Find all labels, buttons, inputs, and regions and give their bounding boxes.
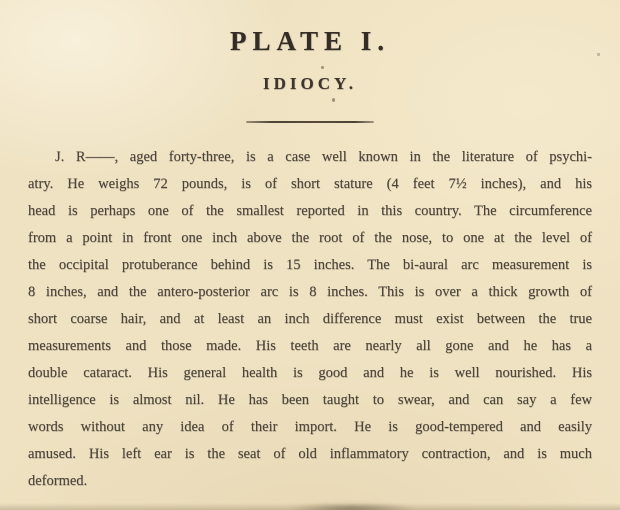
page-edge-shadow — [0, 503, 620, 510]
paragraph-line: from a point in front one inch above the root of the nose, to one at the level of — [28, 230, 592, 246]
paragraph-line: amused. His left ear is the seat of old inflammatory contraction, and is much — [28, 446, 592, 462]
ink-speck — [332, 98, 335, 102]
ink-speck — [321, 66, 324, 69]
plate-header — [0, 0, 620, 123]
paragraph-line: deformed. — [28, 473, 88, 489]
paragraph-line: double cataract. His general health is good and he is well nourished. His — [28, 365, 592, 381]
paragraph-line: words without any idea of their import. He is good-tempered and easily — [28, 419, 592, 435]
paragraph-line: measurements and those made. His teeth are nearly all gone and he has a — [28, 338, 592, 354]
paragraph-line: atry. He weighs 72 pounds, is of short stature (4 feet 7½ inches), and his — [28, 176, 592, 192]
paragraph-line: short coarse hair, and at least an inch difference must exist between the true — [28, 311, 592, 327]
paragraph-line: the occipital protuberance behind is 15 inches. The bi-aural arc measurement is — [28, 257, 592, 273]
plate-title: PLATE I. — [229, 26, 391, 56]
paragraph-line: head is perhaps one of the smallest reported in this country. The circumference — [28, 203, 592, 219]
ink-speck — [597, 53, 600, 56]
paragraph-line: intelligence is almost nil. He has been taught to swear, and can say a few — [28, 392, 592, 408]
paragraph-line: 8 inches, and the antero-posterior arc is 8 inches. This is over a thick growth of — [28, 284, 592, 300]
paragraph-line: J. R——, aged forty-three, is a case well known in the literature of psychi- — [55, 149, 592, 165]
plate-subtitle: IDIOCY. — [263, 74, 357, 93]
header-divider-rule — [246, 121, 374, 123]
case-description-paragraph — [28, 144, 592, 495]
